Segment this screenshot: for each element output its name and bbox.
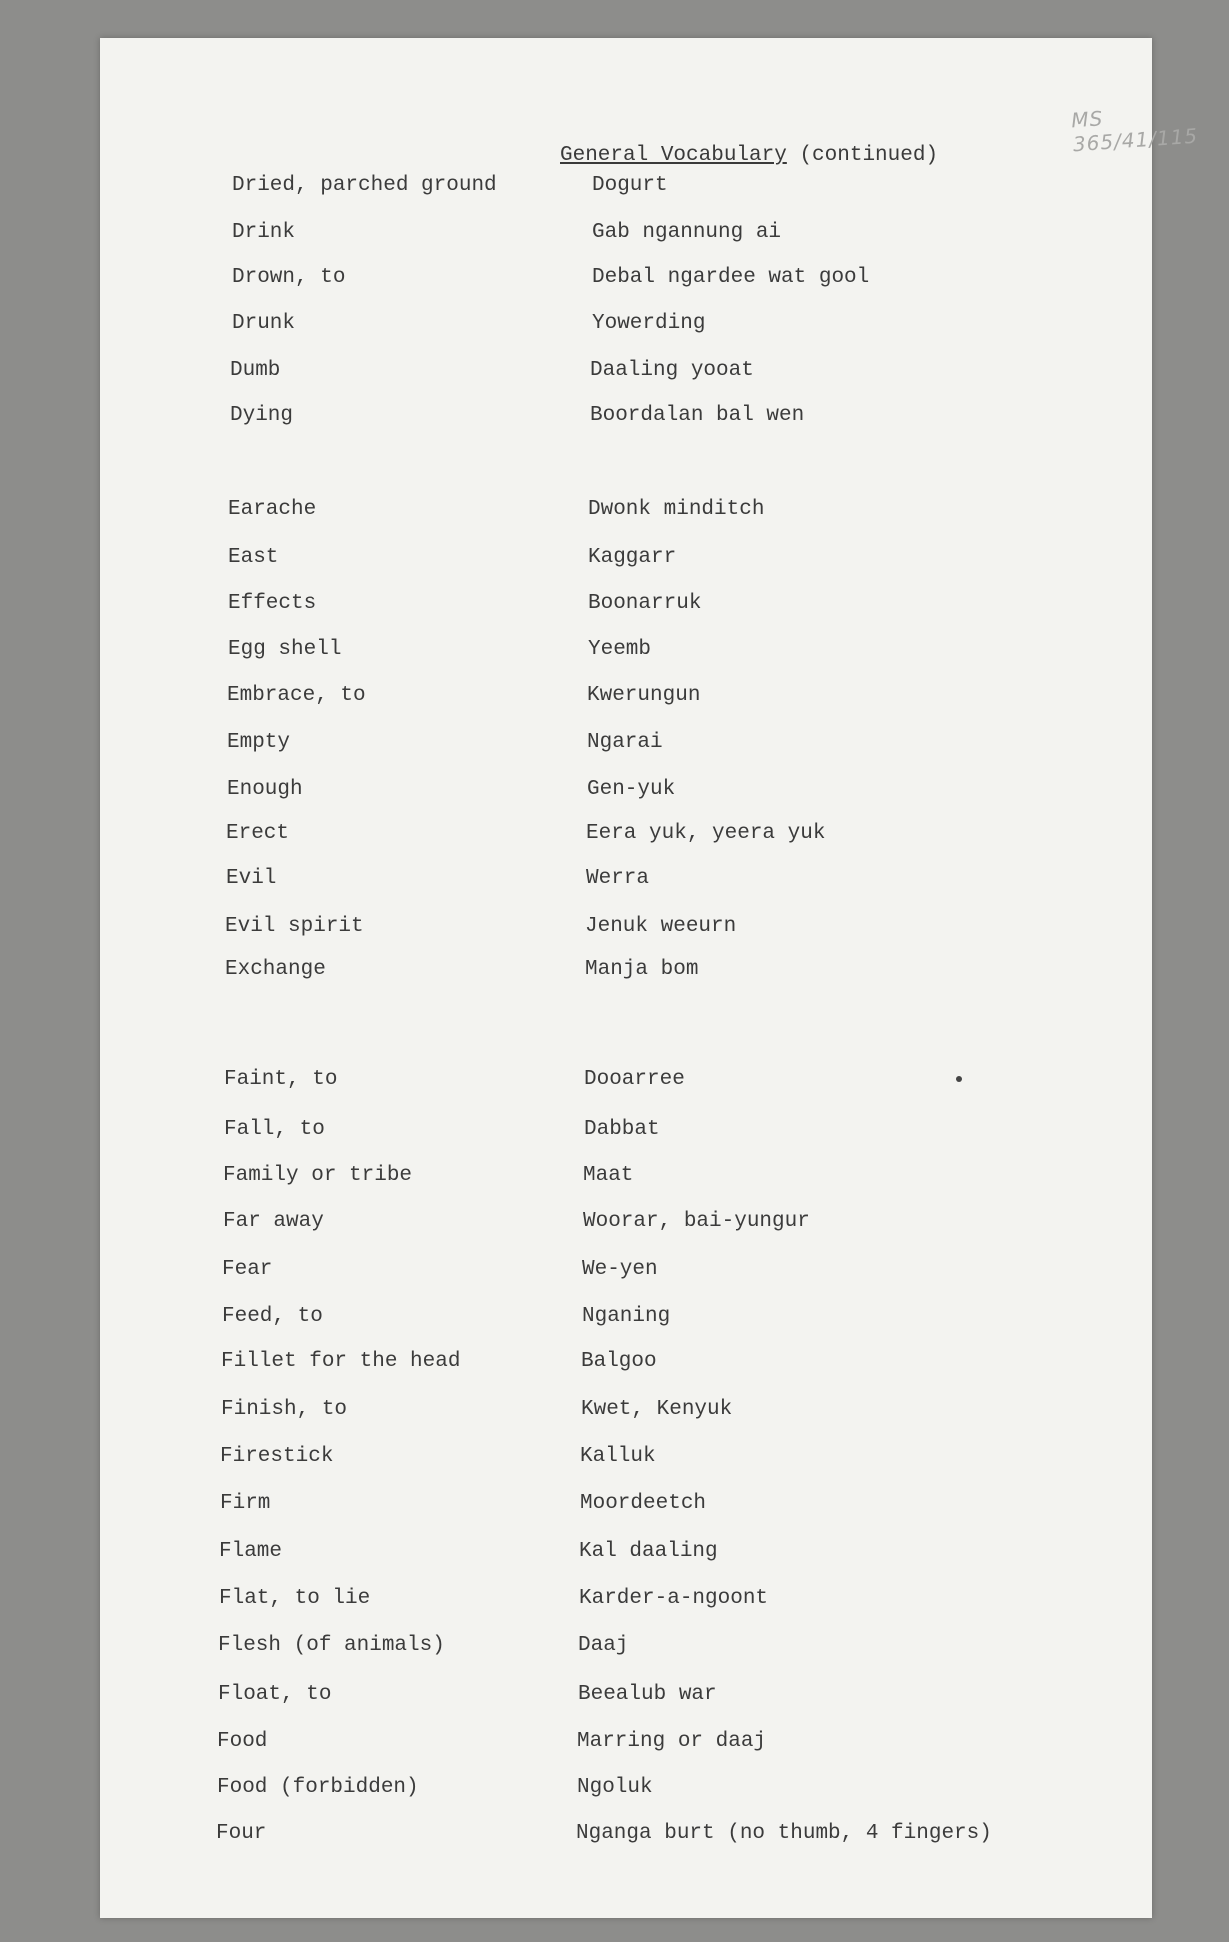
vocab-translation: We-yen [582,1258,658,1281]
vocab-translation: Dabbat [584,1118,660,1141]
vocab-term: Egg shell [228,638,342,661]
vocab-translation: Dwonk minditch [588,498,765,521]
vocab-translation: Kaggarr [588,546,677,569]
vocab-translation: Nganga burt (no thumb, 4 fingers) [576,1822,992,1845]
vocab-term: Four [216,1822,267,1845]
page-title [560,144,938,167]
vocab-translation: Ngarai [587,731,663,754]
vocab-translation: Kwet, Kenyuk [581,1398,733,1421]
vocab-translation: Maat [583,1164,634,1187]
vocab-term: Faint, to [224,1068,338,1091]
vocab-term: Enough [227,778,303,801]
vocab-translation: Beealub war [578,1683,717,1706]
vocab-term: Empty [227,731,291,754]
vocab-term: Dried, parched ground [232,174,497,197]
document-page [100,38,1199,1918]
vocab-term: Finish, to [221,1398,348,1421]
vocab-term: Flesh (of animals) [218,1634,445,1657]
vocab-translation: Manja bom [585,958,699,981]
vocab-term: Drown, to [232,266,346,289]
vocab-translation: Daaj [578,1634,629,1657]
archive-reference: MS 365/41/115 [1070,106,1199,157]
vocab-translation: Werra [586,867,650,890]
vocab-translation: Balgoo [581,1350,657,1373]
vocab-term: Far away [223,1210,324,1233]
vocab-translation: Boonarruk [588,592,702,615]
vocab-term: Fear [222,1258,273,1281]
vocab-translation: Nganing [582,1305,671,1328]
vocab-translation: Karder-a-ngoont [579,1587,769,1610]
vocab-term: Evil [226,867,277,890]
vocab-term: Drunk [232,312,296,335]
vocab-term: Fall, to [224,1118,325,1141]
vocab-term: Earache [228,498,317,521]
vocab-term: Flame [219,1540,283,1563]
vocab-translation: Woorar, bai-yungur [583,1210,810,1233]
vocab-term: Feed, to [222,1305,323,1328]
vocab-term: Family or tribe [223,1164,413,1187]
vocab-term: Dying [230,404,294,427]
vocab-translation: Marring or daaj [577,1730,767,1753]
vocab-term: Exchange [225,958,326,981]
vocab-translation: Dooarree [584,1068,685,1091]
vocab-translation: Daaling yooat [590,359,754,382]
vocab-translation: Kal daaling [579,1540,718,1563]
vocab-term: Effects [228,592,317,615]
vocab-term: Drink [232,221,296,244]
vocab-translation: Gen-yuk [587,778,676,801]
vocab-translation: Kwerungun [587,684,701,707]
vocab-translation: Yeemb [588,638,652,661]
vocab-translation: Boordalan bal wen [590,404,805,427]
vocab-translation: Jenuk weeurn [585,915,737,938]
vocab-term: Flat, to lie [219,1587,371,1610]
title-underlined: General Vocabulary [560,144,787,167]
vocab-term: Fillet for the head [221,1350,461,1373]
vocab-translation: Eera yuk, yeera yuk [586,822,826,845]
vocab-term: Food (forbidden) [217,1776,419,1799]
vocab-term: Evil spirit [225,915,364,938]
title-suffix: (continued) [786,144,939,167]
vocab-term: Food [217,1730,268,1753]
vocab-term: Firm [220,1492,271,1515]
vocab-translation: Debal ngardee wat gool [592,266,870,289]
vocab-translation: Dogurt [592,174,668,197]
vocab-term: Float, to [218,1683,332,1706]
vocab-term: Firestick [220,1445,334,1468]
vocab-translation: Ngoluk [577,1776,653,1799]
ink-speck [956,1076,962,1082]
vocab-translation: Yowerding [592,312,706,335]
vocab-translation: Kalluk [580,1445,656,1468]
vocab-translation: Gab ngannung ai [592,221,782,244]
vocab-term: Embrace, to [227,684,366,707]
vocab-term: Erect [226,822,290,845]
vocab-translation: Moordeetch [580,1492,707,1515]
vocab-term: East [228,546,279,569]
vocab-term: Dumb [230,359,281,382]
